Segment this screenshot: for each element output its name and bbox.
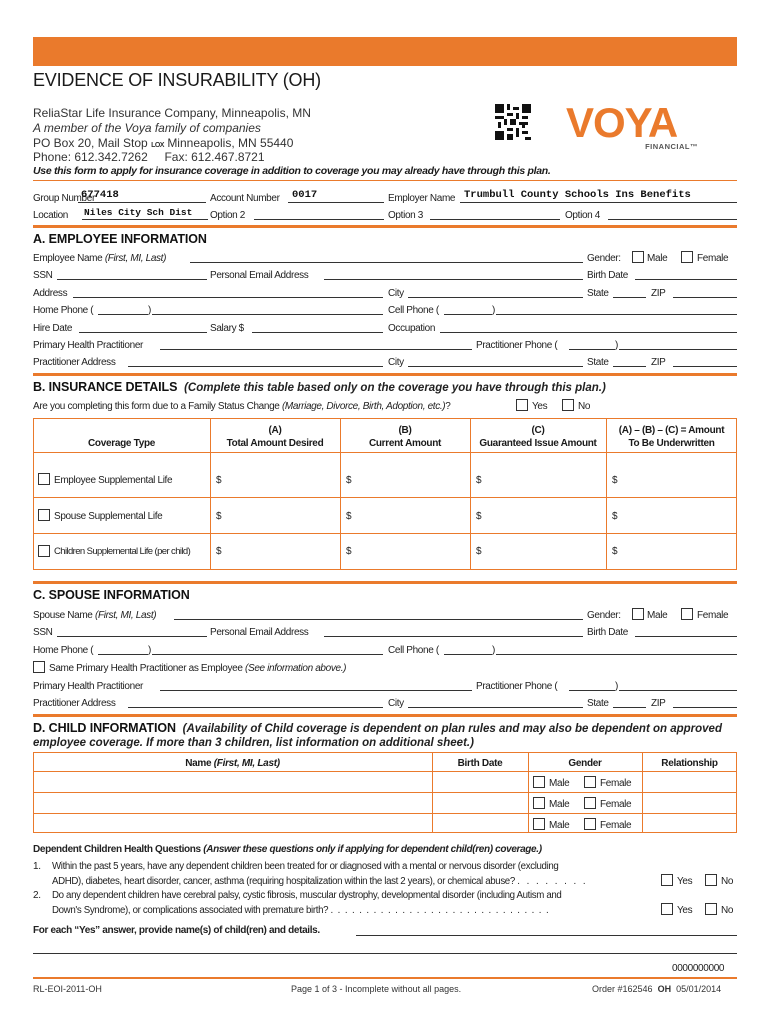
footer-rule	[33, 977, 737, 979]
row3-a-dollar[interactable]: $	[216, 546, 222, 557]
practitioner-phone-area-line	[569, 349, 615, 350]
section-d-title: D. CHILD INFORMATION	[33, 721, 176, 735]
same-practitioner-text: Same Primary Health Practitioner as Employee	[49, 663, 243, 674]
instruction-rule	[33, 180, 737, 181]
health-heading-text: Dependent Children Health Questions	[33, 844, 201, 855]
city-label: City	[388, 288, 404, 299]
row1-c-dollar[interactable]: $	[476, 475, 482, 486]
spouse-practitioner-city-line	[408, 707, 583, 708]
zip-label: ZIP	[651, 288, 666, 299]
row3-d-dollar[interactable]: $	[612, 546, 618, 557]
form-title: EVIDENCE OF INSURABILITY (OH)	[33, 70, 321, 90]
yes-details-line1	[356, 935, 737, 936]
row2-c-dollar[interactable]: $	[476, 511, 482, 522]
col-d-title: To Be Underwritten	[628, 438, 715, 449]
address-part2: Minneapolis, MN 55440	[167, 136, 294, 150]
practitioner-phone-close: )	[615, 340, 618, 351]
col-child-name	[33, 757, 432, 770]
child2-male-label: Male	[549, 799, 570, 810]
address-label: Address	[33, 288, 68, 299]
home-phone-label: Home Phone (	[33, 305, 94, 316]
col-c-letter: (C)	[531, 425, 545, 436]
child2-female-label: Female	[600, 799, 632, 810]
spouse-birth-date-label: Birth Date	[587, 627, 628, 638]
child1-female-checkbox[interactable]	[584, 776, 596, 788]
practitioner-city-label: City	[388, 357, 404, 368]
section-c-heading: C. SPOUSE INFORMATION	[33, 588, 190, 602]
practitioner-zip-line	[673, 366, 737, 367]
child3-male-checkbox[interactable]	[533, 818, 545, 830]
yes-details-line2	[33, 953, 737, 954]
cell-phone-line	[496, 314, 737, 315]
same-practitioner-hint: (See information above.)	[245, 663, 347, 674]
col-b-letter: (B)	[398, 425, 412, 436]
group-number-value[interactable]: 677418	[81, 189, 119, 201]
employer-name-line	[460, 202, 737, 203]
spouse-female-checkbox[interactable]	[681, 608, 693, 620]
home-phone-line	[152, 314, 383, 315]
same-practitioner-checkbox[interactable]	[33, 661, 45, 673]
section-a-heading: A. EMPLOYEE INFORMATION	[33, 232, 207, 246]
account-number-label: Account Number	[210, 193, 280, 204]
section-a-bar	[33, 225, 737, 228]
location-value[interactable]: Niles City Sch Dist	[84, 207, 193, 218]
employee-name-line	[190, 262, 583, 263]
city-line	[408, 297, 583, 298]
col-child-name-hint: (First, MI, Last)	[213, 758, 280, 769]
instruction-text: Use this form to apply for insurance coverage in addition to coverage you may already have through this plan.	[33, 165, 551, 177]
option2-line	[254, 219, 384, 220]
hire-date-line	[79, 332, 207, 333]
insurance-header-rule	[33, 452, 737, 453]
footer-page: Page 1 of 3 - Incomplete without all pages.	[291, 984, 462, 994]
row2-a-dollar[interactable]: $	[216, 511, 222, 522]
occupation-label: Occupation	[388, 323, 436, 334]
spouse-practitioner-city-label: City	[388, 698, 404, 709]
logo-text: VOYA	[566, 99, 678, 146]
barcode-number: 0000000000	[672, 963, 725, 974]
row3-b-dollar[interactable]: $	[346, 546, 352, 557]
salary-label: Salary $	[210, 323, 244, 334]
spouse-name-hint: (First, MI, Last)	[94, 610, 157, 621]
employer-name-label: Employer Name	[388, 193, 456, 204]
q1-number: 1.	[33, 861, 41, 872]
practitioner-label: Primary Health Practitioner	[33, 340, 144, 351]
section-d-note2: employee coverage. If more than 3 children, list information on additional sheet.)	[33, 737, 474, 749]
col-child-name-text: Name	[185, 758, 212, 769]
spouse-gender-label: Gender:	[587, 610, 621, 621]
ssn-line	[57, 279, 207, 280]
footer-order	[592, 984, 721, 994]
section-b-note: (Complete this table based only on the coverage you have through this plan.)	[184, 382, 606, 394]
row1-a-dollar[interactable]: $	[216, 475, 222, 486]
spouse-practitioner-line	[160, 690, 472, 691]
female-label: Female	[697, 253, 729, 264]
section-c-bar	[33, 581, 737, 584]
col-coverage-type: Coverage Type	[87, 438, 156, 449]
spouse-home-close: )	[148, 645, 151, 656]
col-b	[340, 424, 470, 450]
insurance-row2-rule	[33, 533, 737, 534]
location-label: Location	[33, 210, 69, 221]
ssn-label: SSN	[33, 270, 53, 281]
option4-label: Option 4	[565, 210, 601, 221]
footer-date: 05/01/2014	[676, 984, 722, 994]
q2-line1: Do any dependent children have cerebral palsy, cystic fibrosis, muscular dystrophy, developmental disorder (including Autism and	[52, 890, 562, 901]
row3-c-dollar[interactable]: $	[476, 546, 482, 557]
gender-label: Gender:	[587, 253, 621, 264]
col-a-letter: (A)	[268, 425, 282, 436]
option4-line	[608, 219, 737, 220]
yes-details-label: For each “Yes” answer, provide name(s) of child(ren) and details.	[33, 925, 320, 936]
spouse-practitioner-close: )	[615, 681, 618, 692]
female-checkbox[interactable]	[681, 251, 693, 263]
practitioner-phone-label: Practitioner Phone (	[476, 340, 558, 351]
spouse-home-phone-label: Home Phone (	[33, 645, 94, 656]
qr-code	[495, 104, 531, 140]
section-d-note-line2	[33, 735, 474, 749]
col-c-title: Guaranteed Issue Amount	[479, 438, 597, 449]
spouse-ssn-line	[57, 636, 207, 637]
col-child-relationship: Relationship	[661, 758, 718, 769]
spouse-supplemental-checkbox[interactable]	[38, 509, 50, 521]
section-d-note1: (Availability of Child coverage is dependent on plan rules and may also be dependent on approved	[182, 723, 722, 735]
male-label: Male	[647, 253, 668, 264]
home-phone-close: )	[148, 305, 151, 316]
row1-d-dollar[interactable]: $	[612, 475, 618, 486]
q2-no-label: No	[721, 905, 734, 916]
lox-glyph: LOX	[151, 142, 164, 149]
q1-yes-label: Yes	[677, 876, 693, 887]
employer-name-value[interactable]: Trumbull County Schools Ins Benefits	[464, 189, 691, 201]
section-d-bar	[33, 714, 737, 717]
cell-phone-close: )	[492, 305, 495, 316]
section-b-bar	[33, 373, 737, 376]
address-part1: PO Box 20, Mail Stop	[33, 136, 148, 150]
spouse-practitioner-zip-line	[673, 707, 737, 708]
spouse-practitioner-address-line	[128, 707, 383, 708]
question-end: ?	[445, 401, 451, 412]
top-bar	[33, 37, 737, 66]
group-number-label: Group Number	[33, 193, 95, 204]
practitioner-city-line	[408, 366, 583, 367]
spouse-cell-area-line	[444, 654, 492, 655]
name-hint: (First, MI, Last)	[104, 253, 167, 264]
section-b-heading	[33, 380, 606, 394]
spouse-practitioner-area-line	[569, 690, 615, 691]
spouse-practitioner-label: Primary Health Practitioner	[33, 681, 144, 692]
footer-state: OH	[657, 984, 672, 994]
email-label: Personal Email Address	[210, 270, 309, 281]
cell-phone-area-line	[444, 314, 492, 315]
children-supplemental-checkbox[interactable]	[38, 545, 50, 557]
q1-no-checkbox[interactable]	[705, 874, 717, 886]
q2-yes-label: Yes	[677, 905, 693, 916]
family-status-no-label: No	[578, 401, 591, 412]
child-row2-rule	[33, 813, 737, 814]
row2-d-dollar[interactable]: $	[612, 511, 618, 522]
spouse-practitioner-state-line	[613, 707, 646, 708]
address-line	[33, 136, 293, 150]
state-line	[613, 297, 646, 298]
col-d-formula: (A) – (B) – (C) = Amount	[618, 425, 725, 436]
practitioner-state-line	[613, 366, 646, 367]
company-line: ReliaStar Life Insurance Company, Minneapolis, MN	[33, 106, 311, 120]
q1-line1: Within the past 5 years, have any dependent children been treated for or diagnosed with a mental or nervous disorder (excluding	[52, 861, 559, 872]
name-label-text: Employee Name	[33, 253, 103, 264]
spouse-practitioner-address-label: Practitioner Address	[33, 698, 116, 709]
employee-supplemental-label: Employee Supplemental Life	[54, 475, 173, 486]
child-header-rule	[33, 771, 737, 772]
family-status-yes-label: Yes	[532, 401, 548, 412]
col-c	[470, 424, 606, 450]
col-b-title: Current Amount	[368, 438, 442, 449]
spouse-practitioner-zip-label: ZIP	[651, 698, 666, 709]
account-number-value[interactable]: 0017	[292, 189, 318, 201]
question-hint: (Marriage, Divorce, Birth, Adoption, etc.)	[281, 401, 446, 412]
spouse-name-line	[174, 619, 583, 620]
child-row1-rule	[33, 792, 737, 793]
spouse-male-label: Male	[647, 610, 668, 621]
option2-label: Option 2	[210, 210, 246, 221]
spouse-name-text: Spouse Name	[33, 610, 93, 621]
spouse-practitioner-state-label: State	[587, 698, 609, 709]
spouse-female-label: Female	[697, 610, 729, 621]
spouse-email-line	[324, 636, 583, 637]
spouse-supplemental-label: Spouse Supplemental Life	[54, 511, 163, 522]
q2-no-checkbox[interactable]	[705, 903, 717, 915]
col-child-gender: Gender	[568, 758, 602, 769]
q1-yes-checkbox[interactable]	[661, 874, 673, 886]
spouse-cell-phone-label: Cell Phone (	[388, 645, 439, 656]
family-status-yes-checkbox[interactable]	[516, 399, 528, 411]
q1-no-label: No	[721, 876, 734, 887]
member-line: A member of the Voya family of companies	[33, 121, 261, 135]
spouse-birth-date-line	[635, 636, 737, 637]
section-d-heading	[33, 721, 722, 735]
location-line	[82, 219, 208, 220]
q1-line2	[52, 876, 588, 887]
col-child-birth: Birth Date	[457, 758, 503, 769]
family-status-no-checkbox[interactable]	[562, 399, 574, 411]
q1-dots: . . . . . . . .	[517, 876, 588, 887]
child1-male-checkbox[interactable]	[533, 776, 545, 788]
zip-line	[673, 297, 737, 298]
q2-yes-checkbox[interactable]	[661, 903, 673, 915]
child3-female-label: Female	[600, 820, 632, 831]
account-number-line	[288, 202, 384, 203]
practitioner-line	[160, 349, 472, 350]
q2-number: 2.	[33, 890, 41, 901]
occupation-line	[440, 332, 737, 333]
spouse-home-area-line	[98, 654, 148, 655]
cell-phone-label: Cell Phone (	[388, 305, 439, 316]
child2-female-checkbox[interactable]	[584, 797, 596, 809]
col-d	[606, 424, 737, 450]
birth-date-line	[635, 279, 737, 280]
footer-order-number: Order #162546	[592, 984, 653, 994]
insurance-row1-rule	[33, 497, 737, 498]
spouse-cell-line	[496, 654, 737, 655]
phone-line: Phone: 612.342.7262 Fax: 612.467.8721	[33, 150, 265, 164]
practitioner-zip-label: ZIP	[651, 357, 666, 368]
child1-male-label: Male	[549, 778, 570, 789]
child3-female-checkbox[interactable]	[584, 818, 596, 830]
col-a	[210, 424, 340, 450]
logo-sub: FINANCIAL™	[645, 142, 698, 151]
spouse-name-label	[33, 610, 156, 621]
question-text: Are you completing this form due to a Family Status Change	[33, 401, 280, 412]
q1-line2-text: ADHD), diabetes, heart disorder, cancer, asthma (requiring hospitalization within the last 2 years), or chemical abuse?	[52, 876, 515, 887]
salary-line	[252, 332, 383, 333]
practitioner-phone-line	[619, 349, 737, 350]
section-b-title: B. INSURANCE DETAILS	[33, 380, 178, 394]
practitioner-address-label: Practitioner Address	[33, 357, 116, 368]
q2-line2-text: Down's Syndrome), or complications associated with premature birth?	[52, 905, 329, 916]
spouse-practitioner-phone-line	[619, 690, 737, 691]
voya-logo	[566, 99, 736, 158]
family-status-question	[33, 401, 450, 412]
practitioner-state-label: State	[587, 357, 609, 368]
footer-form-id: RL-EOI-2011-OH	[33, 984, 102, 994]
email-line	[324, 279, 583, 280]
child2-male-checkbox[interactable]	[533, 797, 545, 809]
group-number-line	[78, 202, 206, 203]
address-line-field	[73, 297, 383, 298]
male-checkbox[interactable]	[632, 251, 644, 263]
spouse-cell-close: )	[492, 645, 495, 656]
spouse-home-line	[152, 654, 383, 655]
child1-female-label: Female	[600, 778, 632, 789]
row2-b-dollar[interactable]: $	[346, 511, 352, 522]
option3-label: Option 3	[388, 210, 424, 221]
spouse-male-checkbox[interactable]	[632, 608, 644, 620]
spouse-practitioner-phone-label: Practitioner Phone (	[476, 681, 558, 692]
hire-date-label: Hire Date	[33, 323, 73, 334]
row1-b-dollar[interactable]: $	[346, 475, 352, 486]
col-a-title: Total Amount Desired	[226, 438, 324, 449]
health-heading	[33, 844, 542, 855]
option3-line	[430, 219, 560, 220]
children-supplemental-label: Children Supplemental Life (per child)	[54, 546, 191, 557]
birth-date-label: Birth Date	[587, 270, 628, 281]
home-phone-area-line	[98, 314, 148, 315]
health-heading-note: (Answer these questions only if applying for dependent child(ren) coverage.)	[203, 844, 542, 855]
state-label: State	[587, 288, 609, 299]
employee-supplemental-checkbox[interactable]	[38, 473, 50, 485]
practitioner-address-line	[128, 366, 383, 367]
child3-male-label: Male	[549, 820, 570, 831]
spouse-email-label: Personal Email Address	[210, 627, 309, 638]
q2-line2	[52, 905, 550, 916]
same-practitioner-label	[49, 663, 346, 674]
employee-name-label	[33, 253, 166, 264]
q2-dots: . . . . . . . . . . . . . . . . . . . . . . . . . . . . . . .	[330, 905, 550, 916]
spouse-ssn-label: SSN	[33, 627, 53, 638]
